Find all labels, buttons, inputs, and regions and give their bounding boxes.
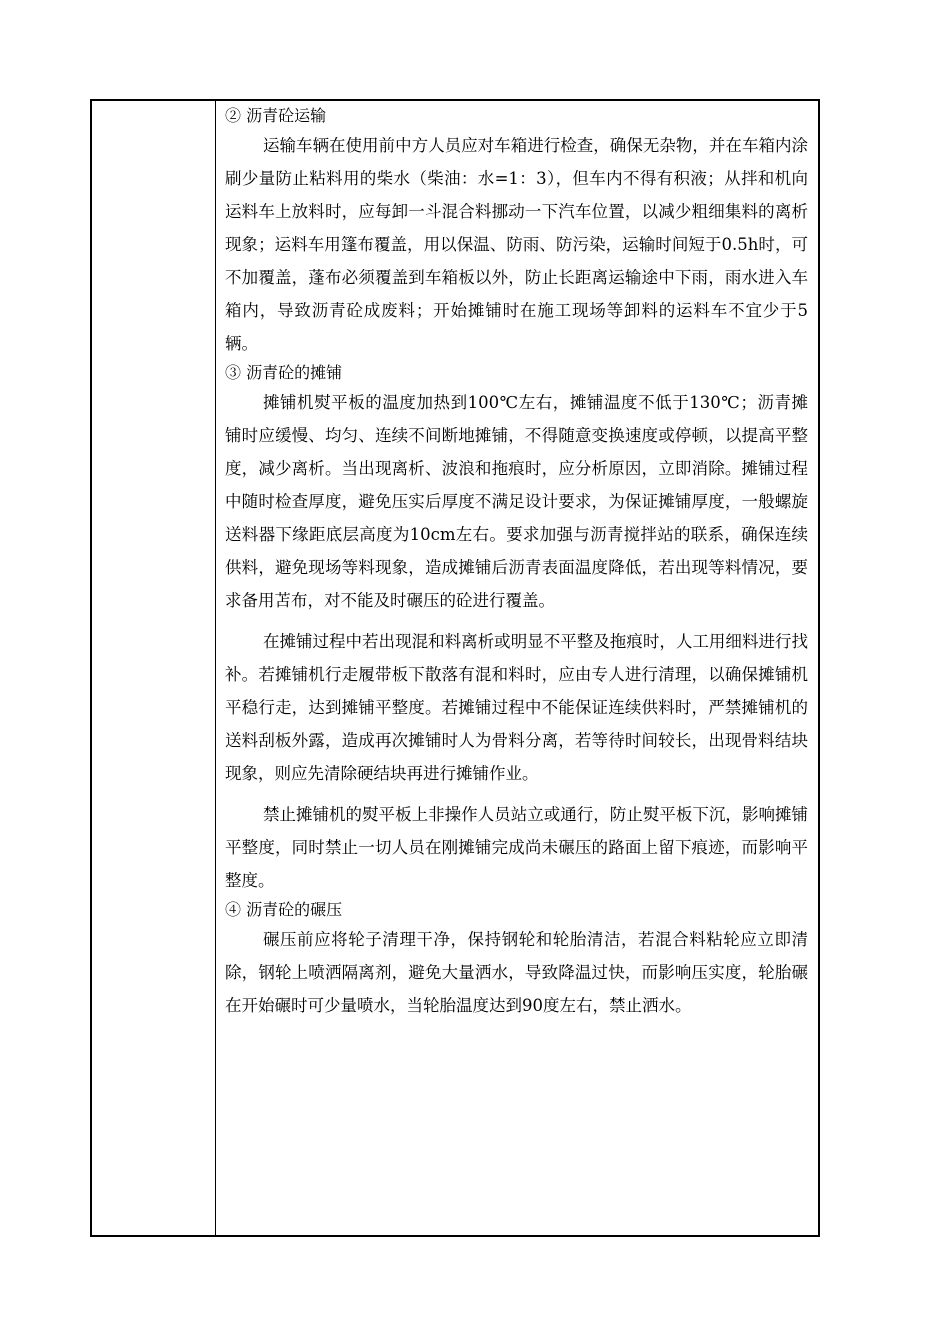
paragraph-paving-2: 在摊铺过程中若出现混和料离析或明显不平整及拖痕时，人工用细料进行找补。若摊铺机行走履带板下散落有混和料时，应由专人进行清理，以确保摊铺机平稳行走，达到摊铺平整度。若摊铺过程中不能保证连续供料时，严禁摊铺机的送料刮板外露，造成再次摊铺时人为骨料分离，若等待时间较长，出现骨料结块现象，则应先清除硬结块再进行摊铺作业。 bbox=[225, 632, 808, 783]
paragraph-rolling: 碾压前应将轮子清理干净，保持钢轮和轮胎清洁，若混合料粘轮应立即清除，钢轮上喷洒隔离剂，避免大量洒水，导致降温过快，而影响压实度，轮胎碾在开始碾时可少量喷水，当轮胎温度达到90度左右，禁止洒水。 bbox=[225, 930, 808, 1015]
section-heading-transport: ② 沥青砼运输 bbox=[225, 106, 327, 125]
table-left-column bbox=[92, 101, 216, 1235]
paragraph-paving-3: 禁止摊铺机的熨平板上非操作人员站立或通行，防止熨平板下沉，影响摊铺平整度，同时禁止一切人员在刚摊铺完成尚未碾压的路面上留下痕迹，而影响平整度。 bbox=[225, 805, 808, 890]
section-heading-rolling: ④ 沥青砼的碾压 bbox=[225, 900, 343, 919]
paragraph-transport: 运输车辆在使用前中方人员应对车箱进行检查，确保无杂物，并在车箱内涂刷少量防止粘料用的柴水（柴油：水=1：3），但车内不得有积液；从拌和机向运料车上放料时，应每卸一斗混合料挪动一下汽车位置，以减少粗细集料的离析现象；运料车用篷布覆盖，用以保温、防雨、防污染，运输时间短于0.5h时，可不加覆盖，蓬布必须覆盖到车箱板以外，防止长距离运输途中下雨，雨水进入车箱内，导致沥青砼成废料；开始摊铺时在施工现场等卸料的运料车不宜少于5辆。 bbox=[225, 136, 808, 353]
section-heading-paving: ③ 沥青砼的摊铺 bbox=[225, 363, 343, 382]
table-content-column bbox=[216, 101, 818, 1235]
paragraph-paving-1: 摊铺机熨平板的温度加热到100℃左右，摊铺温度不低于130℃；沥青摊铺时应缓慢、均匀、连续不间断地摊铺，不得随意变换速度或停顿，以提高平整度，减少离析。当出现离析、波浪和拖痕时，应分析原因，立即消除。摊铺过程中随时检查厚度，避免压实后厚度不满足设计要求，为保证摊铺厚度，一般螺旋送料器下缘距底层高度为10cm左右。要求加强与沥青搅拌站的联系，确保连续供料，避免现场等料现象，造成摊铺后沥青表面温度降低，若出现等料情况，要求备用苫布，对不能及时碾压的砼进行覆盖。 bbox=[225, 393, 808, 610]
document-table bbox=[90, 99, 820, 1237]
